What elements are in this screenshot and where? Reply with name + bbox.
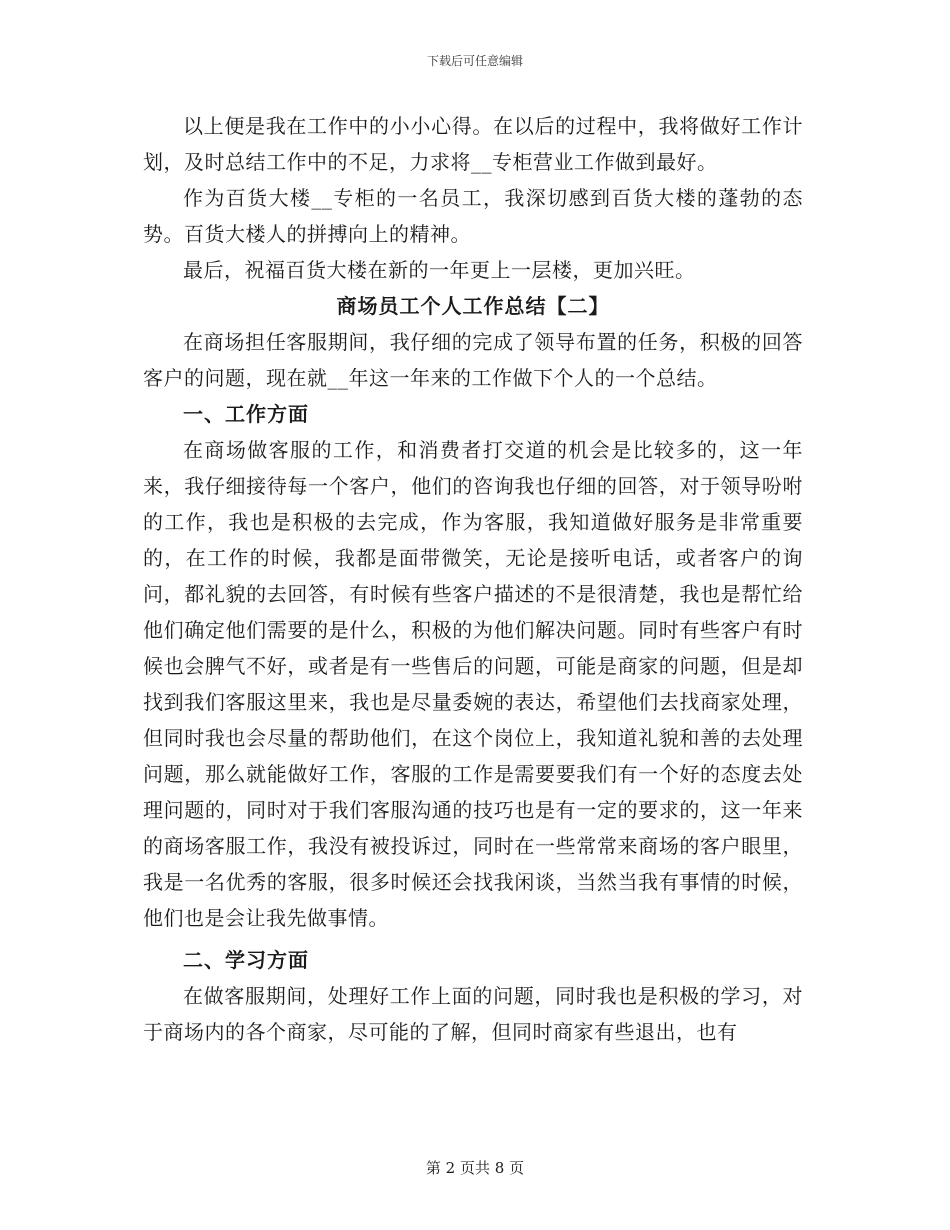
heading-work: 一、工作方面 xyxy=(183,402,309,426)
paragraph-work-details: 在商场做客服的工作，和消费者打交道的机会是比较多的，这一年来，我仔细接待每一个客户，他们的咨询我也仔细的回答，对于领导吩咐的工作，我也是积极的去完成，作为客服，我知道做好服务是非常重要的，在工作的时候，我都是面带微笑，无论是接听电话，或者客户的询问，都礼貌的去回答，有时候有些客户描述的不是很清楚，我也是帮忙给他们确定他们需要的是什么，积极的为他们解决问题。同时有些客户有时候也会脾气不好，或者是有一些售后的问题，可能是商家的问题，但是却找到我们客服这里来，我也是尽量委婉的表达，希望他们去找商家处理，但同时我也会尽量的帮助他们，在这个岗位上，我知道礼貌和善的去处理问题，那么就能做好工作，客服的工作是需要要我们有一个好的态度去处理问题的，同时对于我们客服沟通的技巧也是有一定的要求的，这一年来的商场客服工作，我没有被投诉过，同时在一些常常来商场的客户眼里，我是一名优秀的客服，很多时候还会找我闲谈，当然当我有事情的时候，他们也是会让我先做事情。 xyxy=(143,438,803,930)
paragraph-wishes: 最后，祝福百货大楼在新的一年更上一层楼，更加兴旺。 xyxy=(183,258,696,282)
paragraph-study-details: 在做客服期间，处理好工作上面的问题，同时我也是积极的学习，对于商场内的各个商家，尽可能的了解，但同时商家有些退出，也有 xyxy=(143,984,803,1044)
page-header-note: 下载后可任意编辑 xyxy=(426,54,523,68)
heading-study: 二、学习方面 xyxy=(183,948,309,972)
page-number: 第 2 页共 8 页 xyxy=(425,1159,525,1177)
paragraph-closing-thoughts: 以上便是我在工作中的小小心得。在以后的过程中，我将做好工作计划，及时总结工作中的不足，力求将__专柜营业工作做到最好。 xyxy=(143,114,803,174)
document-body xyxy=(143,108,803,1050)
section-title: 商场员工个人工作总结【二】 xyxy=(336,294,610,318)
paragraph-employee-feeling: 作为百货大楼__专柜的一名员工，我深切感到百货大楼的蓬勃的态势。百货大楼人的拼搏向上的精神。 xyxy=(143,186,803,246)
paragraph-intro: 在商场担任客服期间，我仔细的完成了领导布置的任务，积极的回答客户的问题，现在就__年这一年来的工作做下个人的一个总结。 xyxy=(143,330,803,390)
